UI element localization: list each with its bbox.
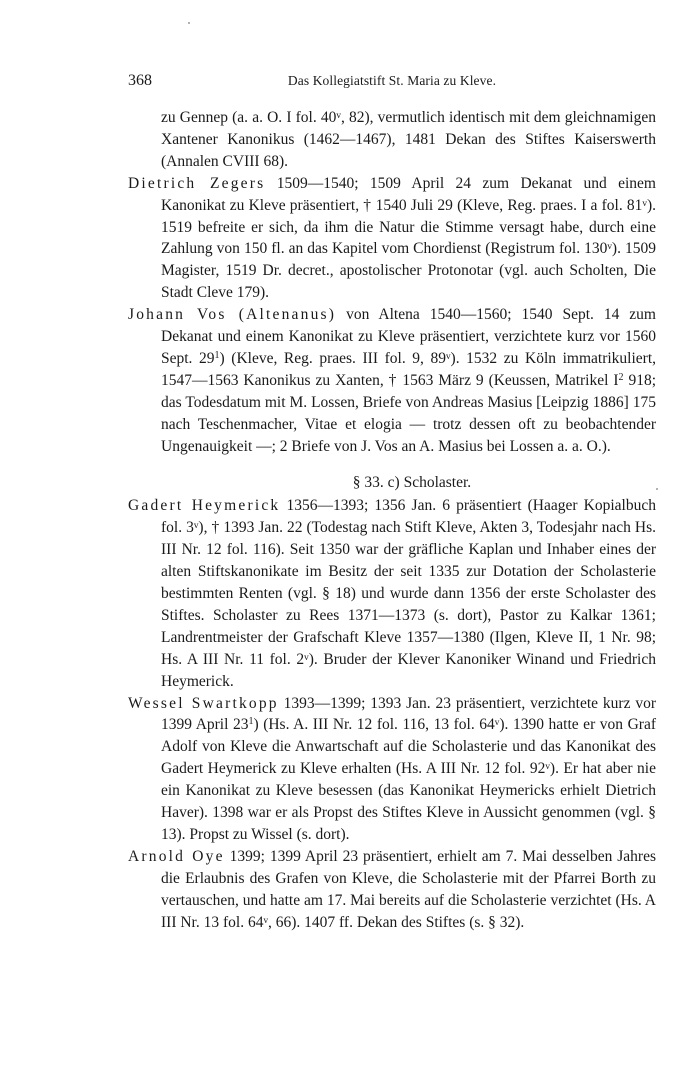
entry-text: 918; das Todesdatum mit M. Lossen, Briefe von Andreas Masius [Leipzig 1886] 175 nach Teschenmacher, Vitae et elogia — trotz dessen oft zu beobachtender Ungenauigkeit —; 2 Briefe von J. Vos an A. Masius bei Lossen a. a. O.). (161, 371, 656, 455)
person-name: Dietrich Zegers (128, 174, 266, 192)
entry-text: zu Gennep (a. a. O. I fol. 40ᵛ, 82), vermutlich identisch mit dem gleichnamigen Xantener Kanonikus (1462—1467), 1481 Dekan des Stiftes Kaiserswerth (Annalen CVIII 68). (161, 109, 656, 170)
entry-text: von Altena 1540—1560; 1540 Sept. 14 zum Dekanat und einem Kanonikat zu Kleve präsentiert, verzichtete kurz vor 1560 Sept. 29 (161, 306, 656, 367)
person-name: Johann Vos (Altenanus) (128, 306, 337, 324)
body-text (128, 107, 656, 934)
entry-dietrich-zegers (128, 173, 656, 304)
entry-continuation (128, 107, 656, 173)
print-speck (188, 22, 190, 24)
entry-text: 1399; 1399 April 23 präsentiert, erhielt am 7. Mai desselben Jahres die Erlaubnis des Grafen von Kleve, die Scholasterie mit der Pfarrei Borth zu vertauschen, und hatte am 17. Mai bereits auf die Scholasterie verzichtet (Hs. A III Nr. 13 fol. 64ᵛ, 66). 1407 ff. Dekan des Stiftes (s. § 32). (161, 847, 656, 931)
entry-gadert-heymerick (128, 495, 656, 692)
entry-text: ) (Hs. A. III Nr. 12 fol. 116, 13 fol. 64ᵛ). 1390 hatte er von Graf Adolf von Kleve die Anwartschaft auf die Scholasterie und das Kanonikat des Gadert Heymerick zu Kleve erhalten (Hs. A III Nr. 12 fol. 92ᵛ). Er hat aber nie ein Kanonikat zu Kleve besessen (das Kanonikat Heymericks erhielt Dietrich Haver). 1398 war er als Propst des Stiftes Kleve in Aussicht genommen (vgl. § 13). Propst zu Wissel (s. dort). (161, 716, 656, 843)
footnote-marker: 1 (248, 716, 254, 728)
print-speck (656, 488, 658, 490)
person-name: Gadert Heymerick (128, 497, 281, 515)
footnote-marker: 1 (214, 349, 220, 361)
entry-text: 1356—1393; 1356 Jan. 6 präsentiert (Haager Kopialbuch fol. 3ᵛ), † 1393 Jan. 22 (Todestag nach Stift Kleve, Akten 3, Todesjahr nach Hs. III Nr. 12 fol. 116). Seit 1350 war der gräfliche Kaplan und Inhaber eines der alten Stiftskanonikate im Besitz der seit 1335 zur Dotation der Scholasterie bestimmten Renten (vgl. § 18) und wurde dann 1356 der erste Scholaster des Stiftes. Scholaster zu Rees 1371—1373 (s. dort), Pastor zu Kalkar 1361; Landrentmeister der Grafschaft Kleve 1357—1380 (Ilgen, Kleve II, 1 Nr. 98; Hs. A III Nr. 11 fol. 2ᵛ). Bruder der Klever Kanoniker Winand und Friedrich Heymerick. (161, 497, 656, 690)
entry-johann-vos (128, 304, 656, 457)
entry-arnold-oye (128, 846, 656, 934)
running-head (128, 72, 656, 96)
entry-text: 1509—1540; 1509 April 24 zum Dekanat und einem Kanonikat zu Kleve präsentiert, † 1540 Juli 29 (Kleve, Reg. praes. I a fol. 81ᵛ). 1519 befreite er sich, da ihm die Natur die Stimme versagt habe, durch eine Zahlung von 150 fl. an das Kapitel vom Chordienst (Registrum fol. 130ᵛ). 1509 Magister, 1519 Dr. decret., apostolischer Protonotar (vgl. auch Scholten, Die Stadt Cleve 179). (161, 174, 656, 302)
entry-text: ) (Kleve, Reg. praes. III fol. 9, 89ᵛ). 1532 zu Köln immatrikuliert, 1547—1563 Kanonikus zu Xanten, † 1563 März 9 (Keussen, Matrikel I (161, 349, 656, 389)
person-name: Wessel Swartkopp (128, 694, 279, 712)
page-number: 368 (128, 72, 152, 89)
running-title: Das Kollegiatstift St. Maria zu Kleve. (287, 73, 497, 88)
section-heading: § 33. c) Scholaster. (352, 473, 472, 491)
entry-text: 1393—1399; 1393 Jan. 23 präsentiert, verzichtete kurz vor 1399 April 23 (161, 694, 656, 734)
entry-wessel-swartkopp (128, 693, 656, 846)
person-name: Arnold Oye (128, 847, 225, 865)
superscript-edition: 2 (618, 371, 624, 383)
